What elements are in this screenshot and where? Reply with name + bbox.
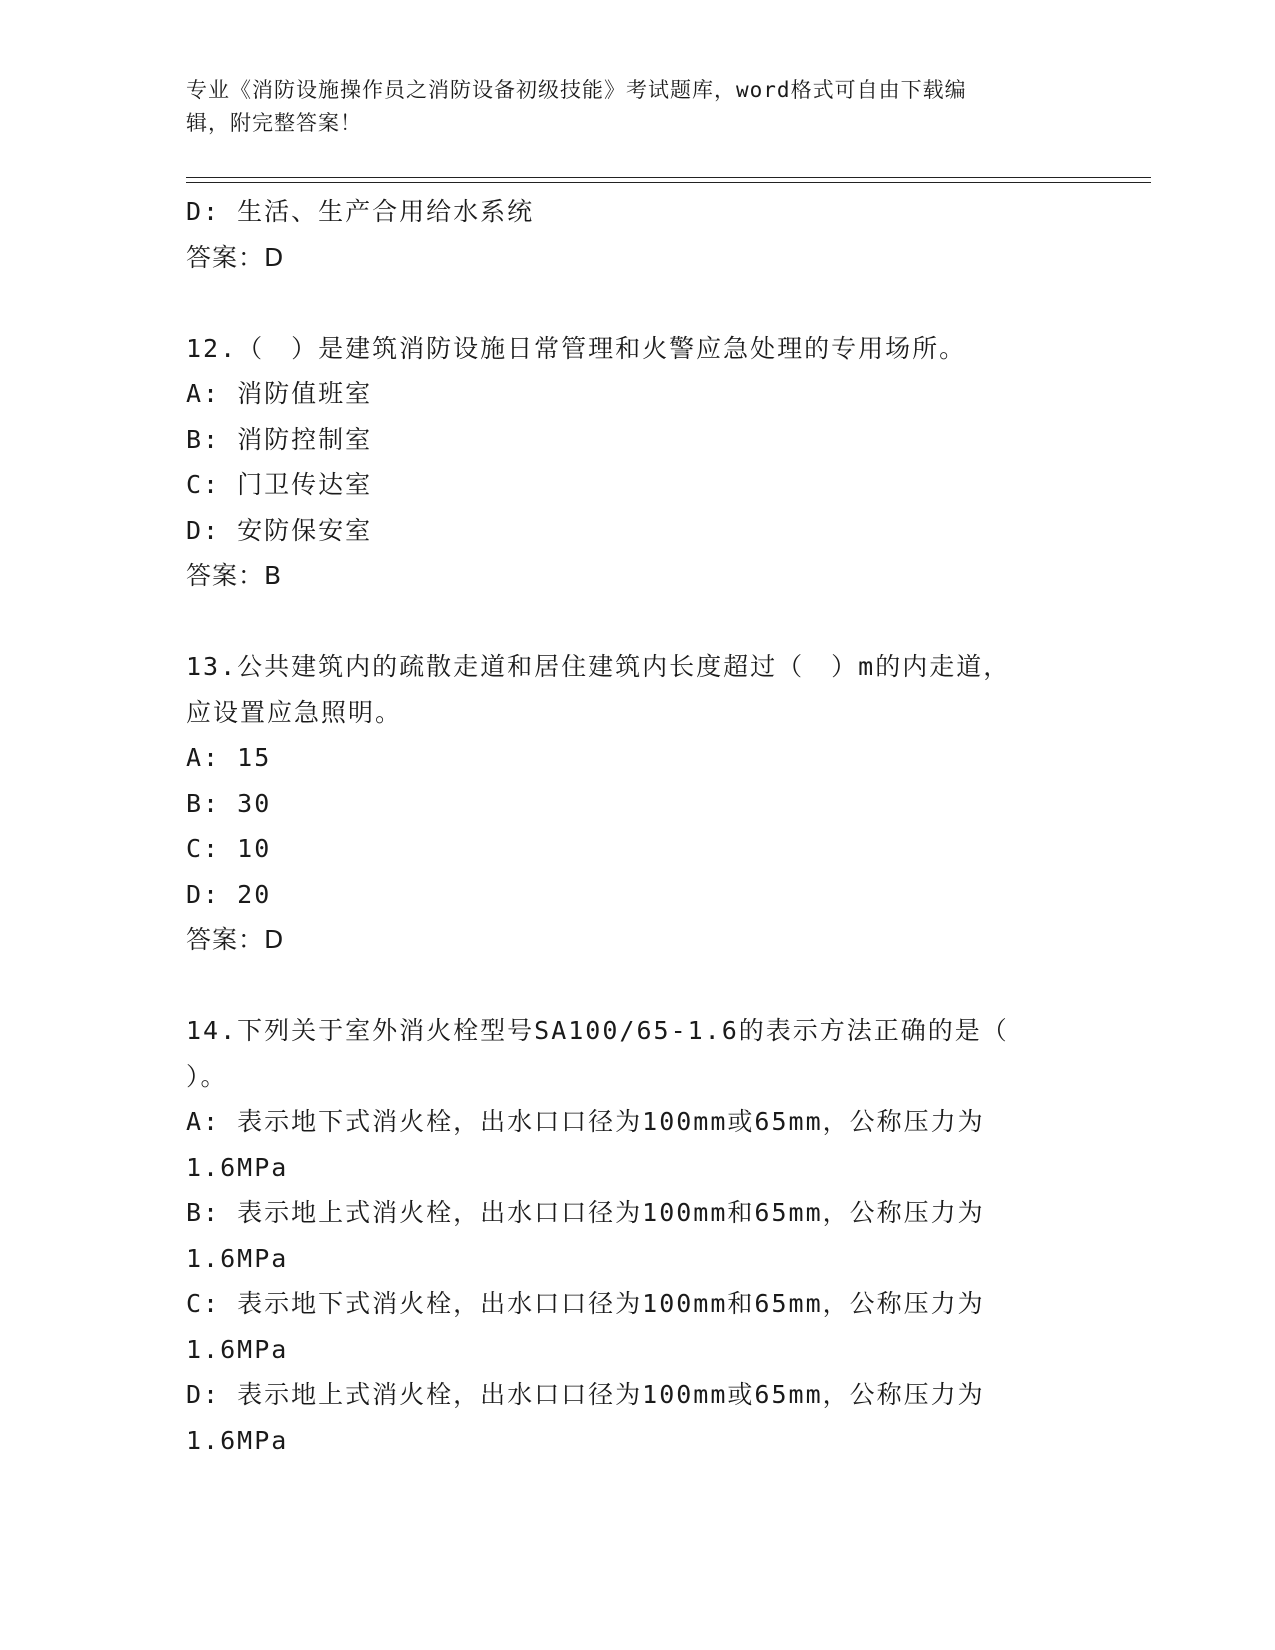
answer-line: 答案：B [186, 561, 283, 590]
option-a: A: 表示地下式消火栓，出水口口径为100mm或65mm，公称压力为 [186, 1107, 985, 1136]
option-c: C: 表示地下式消火栓，出水口口径为100mm和65mm，公称压力为 [186, 1289, 985, 1318]
question-12 [186, 326, 1086, 599]
option-d: D: 20 [186, 879, 272, 909]
option-d: D: 安防保安室 [186, 515, 373, 545]
question-stem-continued: ）。 [186, 1061, 228, 1091]
option-c: C: 门卫传达室 [186, 470, 373, 499]
spacer [186, 963, 1086, 1009]
header-line: 辑，附完整答案！ [186, 111, 362, 135]
spacer [186, 280, 1086, 326]
question-stem: 14.下列关于室外消火栓型号SA100/65-1.6的表示方法正确的是（ [186, 1016, 1009, 1045]
question-14 [186, 1008, 1086, 1463]
option-d: D: 生活、生产合用给水系统 [186, 197, 535, 226]
option-c: C: 10 [186, 834, 272, 863]
option-a-continued: 1.6MPa [186, 1152, 289, 1182]
option-c-continued: 1.6MPa [186, 1334, 289, 1364]
option-d: D: 表示地上式消火栓，出水口口径为100mm或65mm，公称压力为 [186, 1380, 985, 1409]
question-13 [186, 644, 1086, 963]
question-stem: 13.公共建筑内的疏散走道和居住建筑内长度超过（ ）m的内走道， [186, 652, 1011, 681]
option-a: A: 消防值班室 [186, 379, 373, 408]
previous-question-tail [186, 189, 1086, 280]
question-list [186, 189, 1086, 1463]
option-b: B: 30 [186, 788, 272, 818]
question-stem: 12.（ ）是建筑消防设施日常管理和火警应急处理的专用场所。 [186, 333, 967, 363]
option-b: B: 表示地上式消火栓，出水口口径为100mm和65mm，公称压力为 [186, 1198, 985, 1227]
option-d-continued: 1.6MPa [186, 1425, 289, 1455]
answer-line: 答案：D [186, 242, 285, 272]
header-line: 专业《消防设施操作员之消防设备初级技能》考试题库，word格式可自由下载编 [186, 78, 967, 102]
document-header [186, 74, 1066, 140]
header-divider [186, 182, 1151, 183]
answer-line: 答案：D [186, 925, 285, 954]
spacer [186, 599, 1086, 645]
question-stem-continued: 应设置应急照明。 [186, 697, 403, 727]
header-divider [186, 177, 1151, 178]
option-b-continued: 1.6MPa [186, 1243, 289, 1273]
option-a: A: 15 [186, 743, 272, 772]
option-b: B: 消防控制室 [186, 424, 373, 454]
